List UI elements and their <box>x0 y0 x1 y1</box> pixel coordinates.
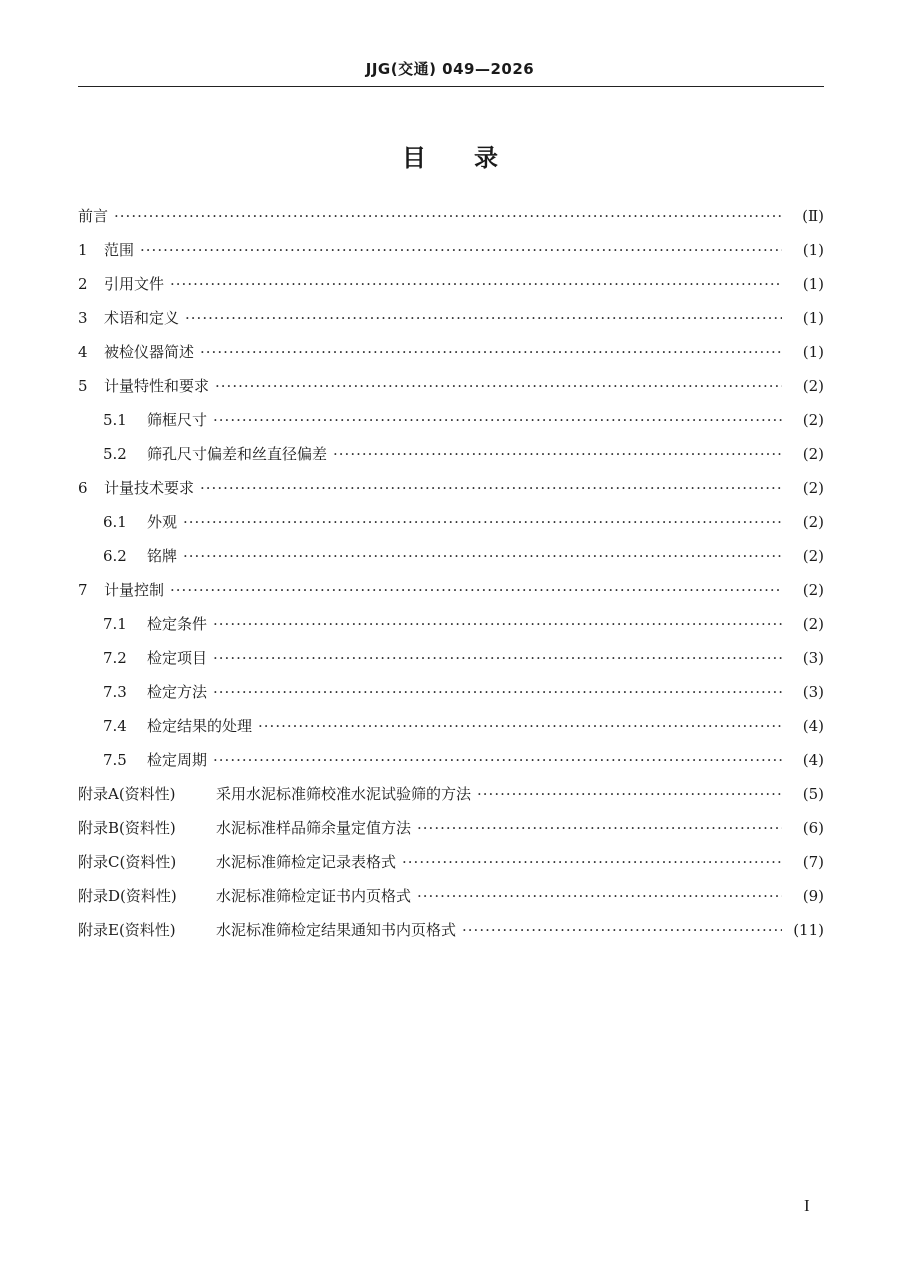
toc-entry[interactable] <box>78 709 824 743</box>
toc-entry-page: (3) <box>802 683 824 701</box>
toc-entry-label: 检定周期 <box>147 751 208 769</box>
toc-entry-label: 被检仪器简述 <box>104 343 195 361</box>
toc-entry-page: (2) <box>802 445 824 463</box>
toc-leader-dots <box>170 267 782 301</box>
toc-leader-dots <box>140 233 782 267</box>
toc-entry-number: 附录D(资料性) <box>78 887 177 905</box>
toc-leader-dots <box>185 301 782 335</box>
toc-leader-dots <box>200 335 782 369</box>
toc-entry-page: (Ⅱ) <box>802 207 824 225</box>
toc-entry[interactable] <box>78 403 824 437</box>
toc-entry-label: 检定结果的处理 <box>147 717 253 735</box>
toc-entry-page: (1) <box>802 309 824 327</box>
toc-entry[interactable] <box>78 675 824 709</box>
toc-entry-number: 附录C(资料性) <box>78 853 177 871</box>
toc-entry-number: 5 <box>78 377 88 395</box>
toc-leader-dots <box>183 539 782 573</box>
toc-entry-label: 术语和定义 <box>104 309 180 327</box>
toc-entry[interactable] <box>78 743 824 777</box>
toc-leader-dots <box>333 437 782 471</box>
toc-leader-dots <box>213 743 782 777</box>
toc-entry-number: 7.5 <box>103 751 127 769</box>
toc-entry-label: 铭牌 <box>147 547 178 565</box>
toc-entry-page: (7) <box>802 853 824 871</box>
toc-entry-page: (2) <box>802 547 824 565</box>
toc-entry-number: 2 <box>78 275 88 293</box>
toc-entry[interactable] <box>78 879 824 913</box>
toc-entry-label: 检定条件 <box>147 615 208 633</box>
toc-entry-number: 7.1 <box>103 615 127 633</box>
page-title: 目录 <box>402 144 546 172</box>
toc-entry[interactable] <box>78 335 824 369</box>
toc-entry-page: (3) <box>802 649 824 667</box>
toc-entry-page: (9) <box>802 887 824 905</box>
toc-leader-dots <box>183 505 782 539</box>
toc-entry[interactable] <box>78 607 824 641</box>
toc-entry-number: 5.2 <box>103 445 127 463</box>
toc-leader-dots <box>213 403 782 437</box>
toc-leader-dots <box>477 777 782 811</box>
toc-entry-label: 水泥标准筛检定记录表格式 <box>216 853 397 871</box>
toc-entry[interactable] <box>78 573 824 607</box>
toc-leader-dots <box>462 913 782 947</box>
toc-entry-page: (4) <box>802 751 824 769</box>
toc-entry-label: 水泥标准筛检定结果通知书内页格式 <box>216 921 457 939</box>
toc-leader-dots <box>114 199 782 233</box>
toc-entry-label: 计量特性和要求 <box>104 377 210 395</box>
toc-entry-number: 附录A(资料性) <box>78 785 176 803</box>
toc-entry-label: 前言 <box>78 207 109 225</box>
toc-leader-dots <box>417 811 782 845</box>
toc-entry-page: (2) <box>802 411 824 429</box>
toc-entry[interactable] <box>78 845 824 879</box>
toc-entry[interactable] <box>78 505 824 539</box>
toc-entry-number: 附录E(资料性) <box>78 921 176 939</box>
toc-entry-page: (2) <box>802 479 824 497</box>
toc-entry-number: 1 <box>78 241 88 259</box>
toc-leader-dots <box>213 641 782 675</box>
toc-leader-dots <box>417 879 782 913</box>
document-code: JJG(交通) 049—2026 <box>365 60 535 78</box>
toc-leader-dots <box>213 675 782 709</box>
toc-entry-page: (2) <box>802 377 824 395</box>
toc-entry-page: (2) <box>802 581 824 599</box>
toc-entry[interactable] <box>78 233 824 267</box>
toc-entry-page: (2) <box>802 513 824 531</box>
toc-entry-number: 7.2 <box>103 649 127 667</box>
header-rule <box>78 86 824 87</box>
toc-entry-number: 6 <box>78 479 88 497</box>
toc-entry[interactable] <box>78 811 824 845</box>
toc-entry-label: 筛框尺寸 <box>147 411 208 429</box>
toc-entry-label: 检定项目 <box>147 649 208 667</box>
toc-entry-page: (1) <box>802 241 824 259</box>
toc-leader-dots <box>170 573 782 607</box>
toc-entry-number: 5.1 <box>103 411 127 429</box>
toc-entry-label: 计量技术要求 <box>104 479 195 497</box>
toc-entry-page: (1) <box>802 275 824 293</box>
toc-entry-label: 采用水泥标准筛校准水泥试验筛的方法 <box>216 785 472 803</box>
toc-entry[interactable] <box>78 369 824 403</box>
toc-entry-number: 4 <box>78 343 88 361</box>
toc-entry-page: (2) <box>802 615 824 633</box>
toc-entry[interactable] <box>78 301 824 335</box>
toc-entry-label: 外观 <box>147 513 178 531</box>
toc-entry-number: 7.3 <box>103 683 127 701</box>
toc-leader-dots <box>258 709 782 743</box>
toc-leader-dots <box>213 607 782 641</box>
toc-entry-label: 检定方法 <box>147 683 208 701</box>
toc-entry-page: (6) <box>802 819 824 837</box>
toc-entry[interactable] <box>78 539 824 573</box>
toc-entry[interactable] <box>78 267 824 301</box>
toc-leader-dots <box>215 369 782 403</box>
table-of-contents <box>78 199 824 947</box>
toc-entry-label: 计量控制 <box>104 581 165 599</box>
toc-entry-label: 水泥标准筛检定证书内页格式 <box>216 887 412 905</box>
toc-leader-dots <box>402 845 782 879</box>
toc-entry-page: (11) <box>793 921 824 939</box>
toc-entry-label: 范围 <box>104 241 135 259</box>
toc-entry-label: 筛孔尺寸偏差和丝直径偏差 <box>147 445 328 463</box>
page-number: I <box>804 1196 810 1215</box>
toc-entry[interactable] <box>78 471 824 505</box>
toc-entry[interactable] <box>78 777 824 811</box>
toc-entry-page: (4) <box>802 717 824 735</box>
toc-entry-number: 7.4 <box>103 717 127 735</box>
toc-entry[interactable] <box>78 913 824 947</box>
toc-entry-number: 6.2 <box>103 547 127 565</box>
toc-entry-page: (5) <box>802 785 824 803</box>
toc-entry-label: 水泥标准样品筛余量定值方法 <box>216 819 412 837</box>
toc-entry-number: 7 <box>78 581 88 599</box>
toc-entry-label: 引用文件 <box>104 275 165 293</box>
toc-entry[interactable] <box>78 641 824 675</box>
toc-entry-page: (1) <box>802 343 824 361</box>
toc-entry-number: 6.1 <box>103 513 127 531</box>
toc-entry[interactable] <box>78 437 824 471</box>
toc-entry-number: 3 <box>78 309 88 327</box>
toc-leader-dots <box>200 471 782 505</box>
toc-entry-number: 附录B(资料性) <box>78 819 176 837</box>
toc-entry[interactable] <box>78 199 824 233</box>
